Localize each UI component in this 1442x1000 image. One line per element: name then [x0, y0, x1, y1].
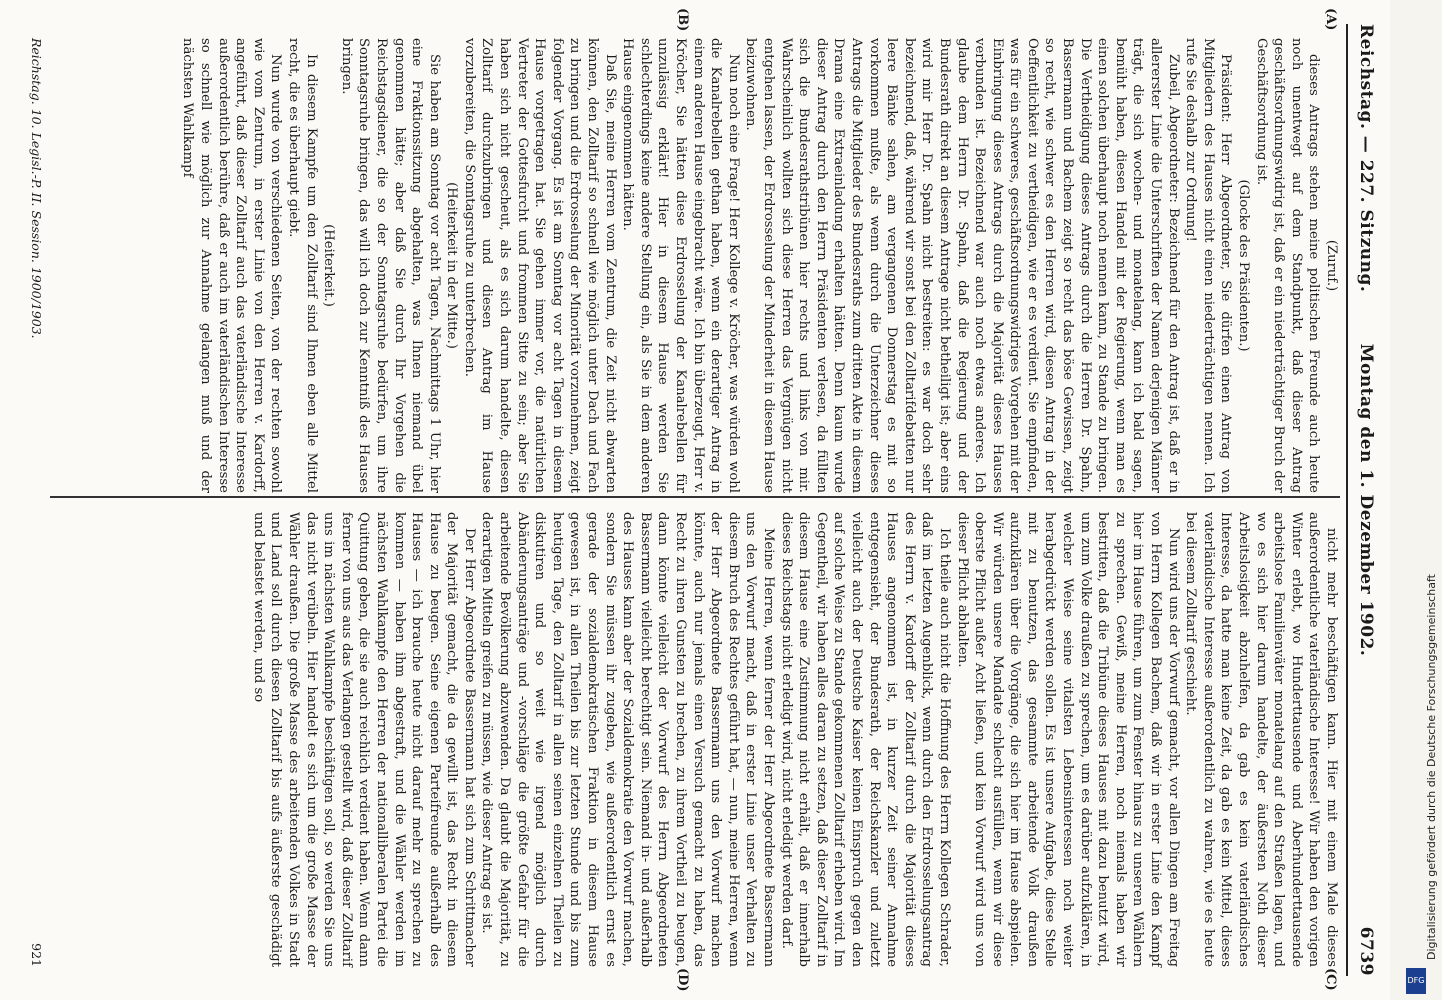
- right-column: [50, 512, 1340, 967]
- paragraph: (Heiterkeit.): [321, 224, 337, 307]
- paragraph: Meine Herren, wenn ferner der Herr Abgeordnete Bassermann uns den Vorwurf macht, daß in erster Linie unser Verhalten zu diesem Bruch des Rechtes geführt hat, — nun, meine Herren, wenn der Herr Abgeordnete Bassermann uns den Vorwurf machen könnte, auch nur jemals einen Versuch gemacht zu haben, das Recht zu ihren Gunsten zu brechen, zu ihrem Vortheil zu beugen, dann könnte vielleicht der Vorwurf des Herrn Abgeordneten Bassermann vielleicht berechtigt sein. Niemand in- und außerhalb des Hauses kann aber der Sozialdemokratie den Vorwurf machen, sondern Sie müssen ihr zugeben, wie außerordentlich ernst es gerade der sozialdemokratischen Fraktion in diesem Hause gewesen ist, in allen Theilen bis zur letzten Stunde und bis zum heutigen Tage, den Zolltarif in allen seinen einzelnen Theilen zu diskutiren und so weit wie irgend möglich durch Abänderungsanträge und -vorschläge die größte Gefahr für die arbeitende Bevölkerung abzuwenden. Da glaubt die Majorität, zu derartigen Mitteln greifen zu müssen, wie dieser Antrag es ist.: [479, 512, 776, 967]
- column-divider: [50, 496, 1340, 498]
- paragraph: dieses Antrags stehen meine politischen Freunde auch heute noch unentwegt auf dem Standpunkt, daß dieser Antrag geschäftsordnungswidrig ist, daß er ein niederträchtiger Bruch der Geschäftsordnung ist.: [1253, 38, 1322, 493]
- margin-letter-b: (B): [675, 8, 690, 32]
- footer-page-number: 921: [29, 943, 44, 967]
- margin-letter-d: (D): [675, 968, 690, 992]
- paragraph: (Glocke des Präsidenten.): [1236, 179, 1252, 352]
- paragraph: Ich theile auch nicht die Hoffnung des Herrn Kollegen Schrader, daß im letzten Augenblick, wenn durch den Erdrosselungsantrag des Herrn v. Kardorff der Zolltarif durch die Majorität dieses Hauses angenommen ist, in kurzer Zeit seiner Annahme entgegensieht, der Bundesrath, der Reichskanzler und zuletzt vielleicht auch der Deutsche Kaiser keinen Einspruch gegen den auf solche Weise zu Stande gekommenen Zolltarif erheben wird. Im Gegentheil, wir haben alles daran zu setzen, daß dieser Zolltarif in diesem Hause eine Zustimmung nicht erhält, daß er innerhalb dieses Reichstags nicht erledigt wird, nicht erledigt werden darf.: [778, 512, 952, 967]
- paragraph: nicht mehr beschäftigen kann. Hier mit einem Male dieses außerordentliche vaterländische Interesse! Wir haben den vorigen Winter erlebt, wo Hunderttausende und Aberhunderttausende arbeitslose Familienväter monatelang auf den Straßen lagen, und wo es sich hier darum handelte, der äußersten Noth dieser Arbeitslosigkeit abzuhelfen, da gab es kein vaterländisches Interesse, da hatte man keine Zeit, da gab es kein Mittel, dieses vaterländische Interesse außerordentlich zu wahren, wie es heute bei diesem Zolltarif geschieht.: [1183, 512, 1339, 967]
- page-number: 6739: [1356, 926, 1376, 976]
- session-title: Reichstag. — 227. Sitzung.: [1356, 24, 1376, 293]
- left-column: [50, 38, 1340, 493]
- margin-letter-a: (A): [1323, 8, 1338, 31]
- paragraph: Daß Sie, meine Herren vom Zentrum, die Zeit nicht abwarten können, den Zolltarif so schnell wie möglich unter Dach und Fach zu bringen und die Erdrosselung der Minorität vorzunehmen, zeigt folgender Vorgang. Es ist am Sonntag vor acht Tagen in diesem Hause vorgetragen hat. Sie gehen immer vor, die natürlichen Vertreter der Gottesfurcht und frommen Sitte zu sein; aber Sie haben sich nicht gescheut, als es sich darum handelte, diesen Zolltarif durchzubringen und diesen Antrag im Hause vorzubereiten, die Sonntagsruhe zu unterbrechen.: [461, 38, 618, 493]
- session-date: Montag den 1. Dezember 1902.: [1356, 343, 1376, 657]
- paragraph: Sie haben am Sonntag vor acht Tagen, Nachmittags 1 Uhr, hier eine Fraktionssitzung abgehalten, was Ihnen niemand übel genommen hätte; aber daß Sie durch Ihr Vorgehen die Reichstagsdiener, die so der Sonntagsruhe bedürfen, um ihre Sonntagsruhe bringen, das will ich doch zur Kenntniß des Hauses bringen.: [338, 38, 442, 493]
- header-rule: [1346, 24, 1348, 976]
- margin-letter-c: (C): [1323, 968, 1338, 991]
- paragraph: In diesem Kampfe um den Zolltarif sind Ihnen eben alle Mittel recht, die es überhaupt giebt.: [285, 38, 319, 493]
- paragraph: Nun noch eine Frage! Herr Kollege v. Kröcher, was würden wohl die Kanalrebellen gethan haben, wenn ein derartiger Antrag in einem anderen Hause eingebracht wäre. Ich bin überzeugt, Herr v. Kröcher, Sie hätten diese Erdrosselung der Kanalrebellen für unzulässig erklärt! Hier in diesem Hause werden Sie schlechterdings keine andere Stellung ein, als Sie in dem anderen Hause eingenommen hätten.: [620, 38, 741, 493]
- digitization-credit: [1400, 0, 1438, 1000]
- dfg-logo: DFG: [1406, 968, 1426, 994]
- paragraph: Nun wurde von verschiedenen Seiten, von der rechten sowohl wie vom Zentrum, in erster Linie von den Herren v. Kardorff, angeführt, daß dieser Zolltarif auch das vaterländische Interesse außerordentlich berühre, daß er auch im vaterländischen Interesse so schnell wie möglich zur Annahme gelangen muß und der nächsten Wahlkampf: [180, 38, 284, 493]
- paragraph: Präsident: Herr Abgeordneter, Sie dürfen einen Antrag von Mitgliedern des Hauses nicht einen niederträchtigen nennen. Ich rufe Sie deshalb zur Ordnung!: [1183, 38, 1234, 493]
- paragraph: Der Herr Abgeordnete Bassermann hat sich zum Schrittmacher der Majorität gemacht, die da gewillt ist, das Recht in diesem Hause zu beugen. Seine eigenen Parteifreunde außerhalb des Hauses — ich brauche heute nicht darauf mehr zu sprechen zu kommen — haben ihm abgestraft, und die Wähler werden im nächsten Wahlkampfe den Herren der nationalliberalen Partei die Quittung geben, die sie auch reichlich verdient haben. Wenn dann ferner von uns aus das Verlangen gestellt wird, daß dieser Zolltarif uns im nächsten Wahlkampfe beschäftigen soll, so werden Sie uns das nicht verübeln. Hier handelt es sich um die große Masse der Wähler draußen. Die große Masse des arbeitenden Volkes in Stadt und Land soll durch diesen Zolltarif bis aufs äußerste geschädigt und belastet werden, und so: [250, 512, 477, 967]
- credit-text: Digitalisierung gefördert durch die Deutsche Forschungsgemeinschaft: [1425, 574, 1438, 960]
- paragraph: Nun wird uns der Vorwurf gemacht, vor allen Dingen am Freitag von Herrn Kollegen Bachem, daß wir in erster Linie den Kampf hier im Hause führen, um zum Fenster hinaus zu unseren Wählern zu sprechen. Gewiß, meine Herren, noch niemals haben wir bestritten, daß die Tribüne dieses Hauses mit dazu benutzt wird, um zum Volke draußen zu sprechen, um es darüber aufzuklären, in welcher Weise seine vitalsten Lebensinteressen noch weiter herabgedrückt werden sollen. Es ist unsere Aufgabe, diese Stelle mit zu benutzen, das gesammte arbeitende Volk draußen aufzuklären über die Vorgänge, die sich hier im Hause abspielen. Wir würden unsere Mandate schlecht ausfüllen, wenn wir diese oberste Pflicht außer Acht ließen, und kein Vorwurf wird uns von dieser Pflicht abhalten.: [954, 512, 1181, 967]
- paragraph: (Zuruf.): [1324, 239, 1339, 292]
- footer-legislature: Reichstag. 10. Legisl.-P. II. Session. 1900/1903.: [29, 38, 44, 339]
- paragraph: Zubeil, Abgeordneter: Bezeichnend für den Antrag ist, daß er in allererster Linie die Unterschriften der Namen derjenigen Männer trägt, die sich wochen- und monatelang, kann ich bald sagen, bemüht haben, diesen Handel mit der Regierung, wenn man es einen solchen überhaupt noch nennen kann, zu Stande zu bringen. Die Vertheidigung dieses Antrags durch die Herren Dr. Spahn, Bassermann und Bachem zeigt so recht das böse Gewissen, zeigt so recht, wie schwer es den Herren wird, diesen Antrag in der Oeffentlichkeit zu vertheidigen, wie er es verdient. Sie empfinden, was für ein schweres, geschäftsordnungswidriges Vorgehen mit der Einbringung dieses Antrags durch die Majorität dieses Hauses verbunden ist. Bezeichnend war auch noch etwas anderes. Ich glaube dem Herrn Dr. Spahn, daß die Regierung und der Bundesrath direkt an diesem Antrage nicht betheiligt ist; aber eins wird mir Herr Dr. Spahn nicht bestreiten: es war doch sehr bezeichnend, daß, während wir sonst bei den Zolltarifdebatten nur leere Bänke sahen, am vergangenen Donnerstag es mit so vorkommen mußte, als wenn durch die Unterzeichner dieses Antrags die Mitglieder des Bundesraths zum dritten Akte in diesem Drama eine Extraeinladung erhalten hätten. Denn kaum wurde dieser Antrag durch den Herrn Präsidenten verlesen, da füllten sich die Bundesrathstribünen hier rechts und links von mir. Wahrscheinlich wollten sich diese Herren das Vergnügen nicht entgehen lassen, der Erdrosselung der Minderheit in diesem Hause beizuwohnen.: [743, 38, 1181, 493]
- page-header: [1350, 24, 1376, 976]
- paragraph: (Heiterkeit in der Mitte.): [444, 182, 460, 349]
